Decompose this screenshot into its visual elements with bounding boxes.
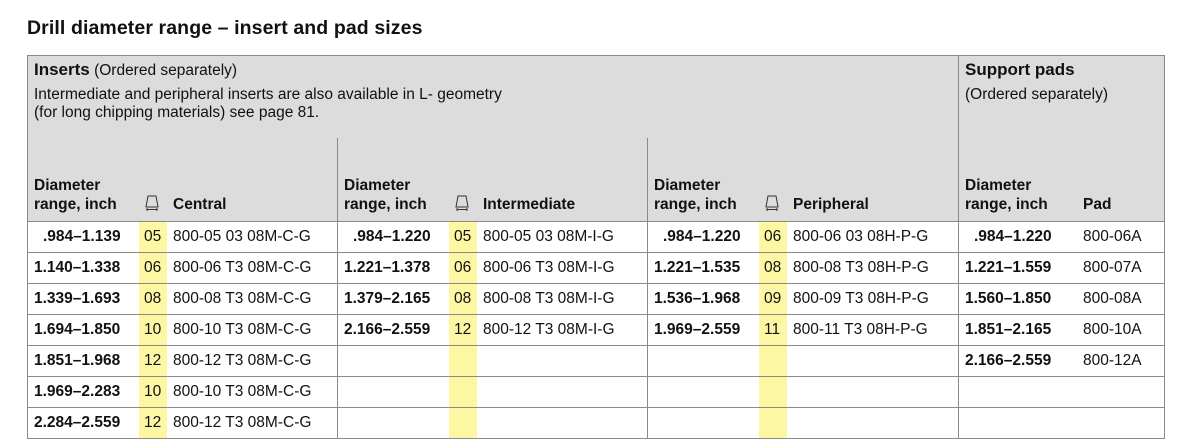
central-code: 800-05 03 08M-C-G — [173, 228, 311, 245]
intermediate-header: Intermediate — [483, 196, 576, 213]
inserts-heading-note: (Ordered separately) — [94, 62, 238, 79]
central-size: 05 — [144, 228, 162, 245]
peripheral-range: .984–1.220 — [663, 228, 741, 245]
pad-range: 2.166–2.559 — [965, 352, 1052, 369]
column-divider — [958, 56, 959, 438]
peripheral-code: 800-11 T3 08H-P-G — [793, 321, 928, 338]
insert-size-icon — [765, 195, 779, 211]
central-diameter-header-1: Diameter — [34, 177, 101, 194]
pad-range: 1.560–1.850 — [965, 290, 1052, 307]
pad-header: Pad — [1083, 196, 1112, 213]
intermediate-range: 2.166–2.559 — [344, 321, 431, 338]
peripheral-size: 06 — [764, 228, 782, 245]
intermediate-diameter-header-1: Diameter — [344, 177, 411, 194]
peripheral-size: 09 — [764, 290, 782, 307]
pads-heading: Support pads — [965, 60, 1075, 79]
intermediate-range: .984–1.220 — [353, 228, 431, 245]
intermediate-diameter-header-2: range, inch — [344, 196, 427, 213]
intermediate-size: 12 — [454, 321, 472, 338]
intermediate-size: 05 — [454, 228, 472, 245]
central-size: 10 — [144, 321, 162, 338]
pad-code: 800-08A — [1083, 290, 1142, 307]
intermediate-range: 1.379–2.165 — [344, 290, 431, 307]
central-size: 06 — [144, 259, 162, 276]
pad-diameter-header-2: range, inch — [965, 196, 1048, 213]
peripheral-code: 800-09 T3 08H-P-G — [793, 290, 929, 307]
central-size: 12 — [144, 352, 162, 369]
intermediate-code: 800-08 T3 08M-I-G — [483, 290, 615, 307]
central-size: 12 — [144, 414, 162, 431]
central-header: Central — [173, 196, 227, 213]
peripheral-diameter-header-1: Diameter — [654, 177, 721, 194]
pad-range: 1.851–2.165 — [965, 321, 1052, 338]
peripheral-diameter-header-2: range, inch — [654, 196, 737, 213]
peripheral-range: 1.221–1.535 — [654, 259, 741, 276]
central-range: 1.140–1.338 — [34, 259, 121, 276]
peripheral-size: 08 — [764, 259, 782, 276]
central-diameter-header-2: range, inch — [34, 196, 117, 213]
central-code: 800-06 T3 08M-C-G — [173, 259, 312, 276]
pad-code: 800-10A — [1083, 321, 1142, 338]
central-size: 10 — [144, 383, 162, 400]
peripheral-range: 1.536–1.968 — [654, 290, 741, 307]
insert-size-icon — [455, 195, 469, 211]
intermediate-size: 06 — [454, 259, 472, 276]
central-size: 08 — [144, 290, 162, 307]
peripheral-size: 11 — [764, 321, 781, 338]
central-code: 800-12 T3 08M-C-G — [173, 414, 312, 431]
pad-diameter-header-1: Diameter — [965, 177, 1032, 194]
peripheral-header: Peripheral — [793, 196, 869, 213]
inserts-heading-row — [34, 61, 237, 80]
intermediate-code: 800-06 T3 08M-I-G — [483, 259, 615, 276]
pads-note: (Ordered separately) — [965, 86, 1109, 103]
inserts-heading: Inserts — [34, 60, 90, 79]
intermediate-code: 800-12 T3 08M-I-G — [483, 321, 615, 338]
intermediate-size: 08 — [454, 290, 472, 307]
intermediate-range: 1.221–1.378 — [344, 259, 431, 276]
central-code: 800-10 T3 08M-C-G — [173, 383, 312, 400]
intermediate-code: 800-05 03 08M-I-G — [483, 228, 614, 245]
pad-code: 800-12A — [1083, 352, 1142, 369]
central-code: 800-08 T3 08M-C-G — [173, 290, 312, 307]
central-range: .984–1.139 — [43, 228, 121, 245]
pad-code: 800-07A — [1083, 259, 1142, 276]
central-range: 1.969–2.283 — [34, 383, 121, 400]
column-divider — [337, 138, 338, 438]
page-title: Drill diameter range – insert and pad sizes — [27, 17, 423, 39]
central-range: 1.851–1.968 — [34, 352, 121, 369]
peripheral-code: 800-06 03 08H-P-G — [793, 228, 929, 245]
pad-code: 800-06A — [1083, 228, 1142, 245]
column-divider — [647, 138, 648, 438]
central-range: 2.284–2.559 — [34, 414, 121, 431]
central-range: 1.339–1.693 — [34, 290, 121, 307]
pad-range: .984–1.220 — [974, 228, 1052, 245]
peripheral-code: 800-08 T3 08H-P-G — [793, 259, 929, 276]
inserts-note-line1: Intermediate and peripheral inserts are also available in L- geometry — [34, 86, 502, 103]
central-code: 800-12 T3 08M-C-G — [173, 352, 312, 369]
pad-range: 1.221–1.559 — [965, 259, 1052, 276]
peripheral-range: 1.969–2.559 — [654, 321, 741, 338]
inserts-note-line2: (for long chipping materials) see page 81. — [34, 104, 320, 121]
central-range: 1.694–1.850 — [34, 321, 121, 338]
central-code: 800-10 T3 08M-C-G — [173, 321, 312, 338]
insert-size-icon — [145, 195, 159, 211]
